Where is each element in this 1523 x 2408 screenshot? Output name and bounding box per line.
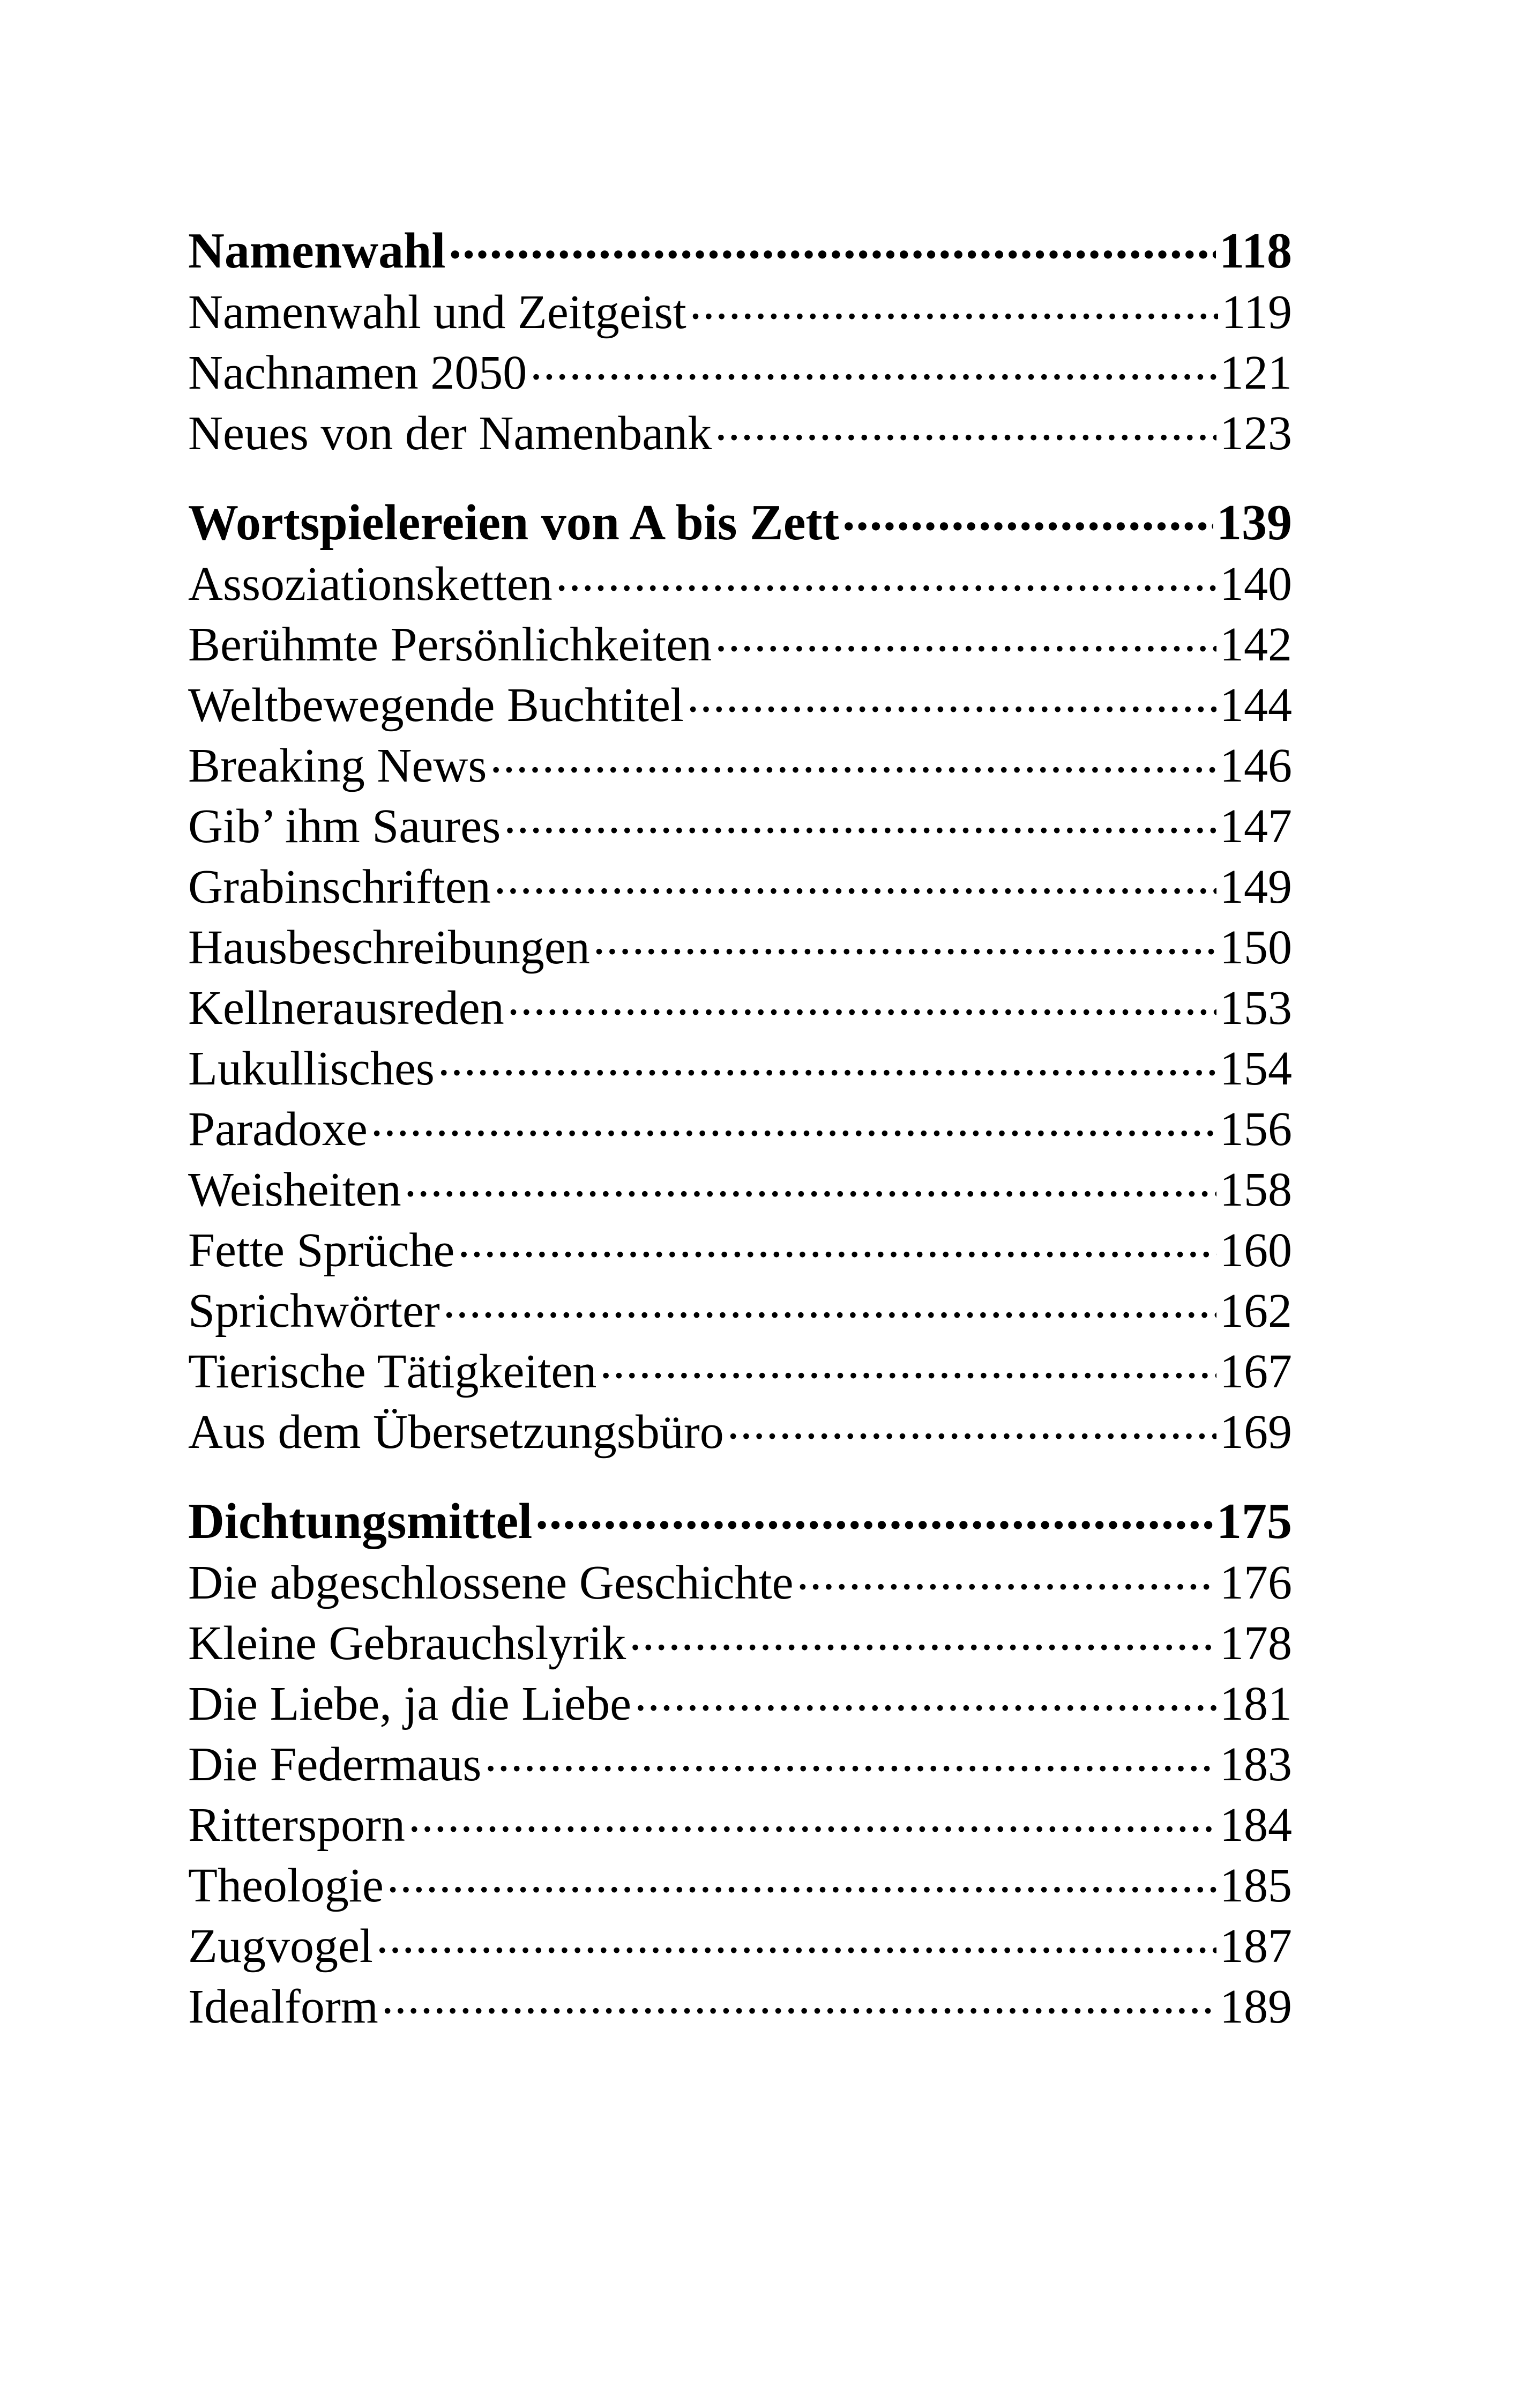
toc-entry-page: 149 [1220,860,1292,913]
toc-entry-page: 119 [1221,286,1292,339]
toc-entry-title: Die Liebe, ja die Liebe [188,1677,632,1730]
toc-entry[interactable] [188,1611,1292,1671]
toc-section-namenwahl [188,217,1292,462]
toc-entry-title: Die Federmaus [188,1738,482,1791]
dot-leader [438,1036,1216,1084]
toc-entry-page: 146 [1220,739,1292,792]
toc-entry-page: 189 [1220,1980,1292,2033]
toc-entry-title: Zugvogel [188,1920,373,1973]
toc-entry-title: Grabinschriften [188,860,491,913]
toc-heading-title: Wortspielereien von A bis Zett [188,495,840,551]
dot-leader [494,854,1216,903]
dot-leader [449,217,1216,267]
toc-entry-page: 150 [1220,921,1292,974]
dot-leader [387,1853,1216,1901]
toc-entry[interactable] [188,552,1292,612]
toc-entry-page: 176 [1220,1556,1292,1609]
dot-leader [530,340,1216,389]
toc-section-wortspielereien [188,489,1292,1460]
toc-entry-page: 153 [1220,982,1292,1035]
toc-section-heading[interactable] [188,1488,1292,1550]
toc-entry[interactable] [188,673,1292,733]
toc-entry[interactable] [188,976,1292,1036]
toc-entry-page: 167 [1220,1345,1292,1398]
toc-entry-title: Weltbewegende Buchtitel [188,679,684,732]
toc-entry-title: Lukullisches [188,1042,435,1095]
toc-section-dichtungsmittel [188,1488,1292,2035]
toc-entry[interactable] [188,1793,1292,1853]
toc-entry-page: 144 [1220,679,1292,732]
dot-leader [484,1732,1216,1780]
toc-entry-page: 183 [1220,1738,1292,1791]
dot-leader [382,1974,1216,2023]
toc-entry-title: Tierische Tätigkeiten [188,1345,597,1398]
dot-leader [458,1218,1216,1266]
toc-entry[interactable] [188,854,1292,915]
toc-heading-title: Dichtungsmittel [188,1493,533,1549]
toc-entry-title: Gib’ ihm Saures [188,800,501,853]
toc-entry-page: 156 [1220,1103,1292,1156]
toc-entry-title: Nachnamen 2050 [188,346,527,399]
dot-leader [687,673,1216,721]
dot-leader [376,1914,1216,1962]
toc-entry[interactable] [188,1097,1292,1157]
toc-heading-page: 139 [1216,495,1292,551]
toc-heading-title: Namenwahl [188,223,446,279]
toc-entry-title: Theologie [188,1859,384,1912]
toc-entry-page: 185 [1220,1859,1292,1912]
toc-section-heading[interactable] [188,489,1292,552]
toc-entry[interactable] [188,794,1292,854]
toc-entry[interactable] [188,1339,1292,1400]
toc-entry[interactable] [188,1550,1292,1611]
toc-entry[interactable] [188,915,1292,976]
dot-leader [715,612,1216,660]
toc-entry-page: 169 [1220,1406,1292,1459]
toc-entry-page: 147 [1220,800,1292,853]
toc-entry-title: Die abgeschlossene Geschichte [188,1556,794,1609]
toc-entry-title: Namenwahl und Zeitgeist [188,286,686,339]
toc-entry[interactable] [188,340,1292,401]
dot-leader [593,915,1216,963]
toc-entry-page: 154 [1220,1042,1292,1095]
dot-leader [556,552,1216,600]
toc-entry[interactable] [188,1853,1292,1914]
toc-heading-page: 175 [1216,1493,1292,1549]
toc-entry[interactable] [188,612,1292,673]
dot-leader [443,1279,1216,1327]
dot-leader [727,1400,1216,1448]
toc-entry[interactable] [188,401,1292,462]
dot-leader [504,794,1216,842]
toc-entry-title: Berühmte Persönlichkeiten [188,618,712,671]
toc-entry-page: 158 [1220,1163,1292,1216]
toc-entry-title: Paradoxe [188,1103,368,1156]
toc-entry-title: Assoziationsketten [188,558,553,611]
toc-entry[interactable] [188,1157,1292,1218]
toc-entry-page: 162 [1220,1284,1292,1337]
dot-leader [690,280,1219,328]
toc-entry-title: Sprichwörter [188,1284,440,1337]
toc-entry-page: 140 [1220,558,1292,611]
toc-entry[interactable] [188,1279,1292,1339]
table-of-contents [188,217,1292,2062]
toc-entry[interactable] [188,1914,1292,1974]
dot-leader [600,1339,1216,1387]
toc-entry-title: Neues von der Namenbank [188,407,712,460]
toc-entry-title: Hausbeschreibungen [188,921,590,974]
dot-leader [535,1488,1213,1538]
dot-leader [629,1611,1216,1659]
toc-entry-title: Kleine Gebrauchslyrik [188,1617,626,1670]
toc-entry-title: Rittersporn [188,1798,405,1852]
toc-entry-page: 121 [1220,346,1292,399]
toc-entry[interactable] [188,1732,1292,1793]
dot-leader [507,976,1216,1024]
toc-entry-page: 184 [1220,1798,1292,1852]
toc-entry-page: 123 [1220,407,1292,460]
toc-entry[interactable] [188,1036,1292,1097]
toc-entry-page: 142 [1220,618,1292,671]
toc-entry-title: Aus dem Übersetzungsbüro [188,1406,724,1459]
toc-entry-title: Kellnerausreden [188,982,504,1035]
toc-entry-page: 187 [1220,1920,1292,1973]
toc-entry-title: Breaking News [188,739,487,792]
dot-leader [371,1097,1216,1145]
dot-leader [490,733,1216,782]
toc-entry[interactable] [188,1218,1292,1279]
toc-heading-page: 118 [1219,223,1292,279]
dot-leader [405,1157,1216,1206]
toc-entry[interactable] [188,280,1292,340]
toc-entry-page: 181 [1220,1677,1292,1730]
toc-entry[interactable] [188,1400,1292,1460]
toc-entry-page: 160 [1220,1224,1292,1277]
toc-entry[interactable] [188,733,1292,794]
dot-leader [715,401,1216,449]
toc-entry-title: Fette Sprüche [188,1224,455,1277]
dot-leader [797,1550,1216,1599]
toc-entry-page: 178 [1220,1617,1292,1670]
dot-leader [634,1671,1216,1720]
dot-leader [842,489,1213,539]
toc-entry-title: Idealform [188,1980,378,2033]
dot-leader [408,1793,1216,1841]
toc-section-heading[interactable] [188,217,1292,280]
toc-entry[interactable] [188,1974,1292,2035]
toc-entry[interactable] [188,1671,1292,1732]
toc-entry-title: Weisheiten [188,1163,401,1216]
